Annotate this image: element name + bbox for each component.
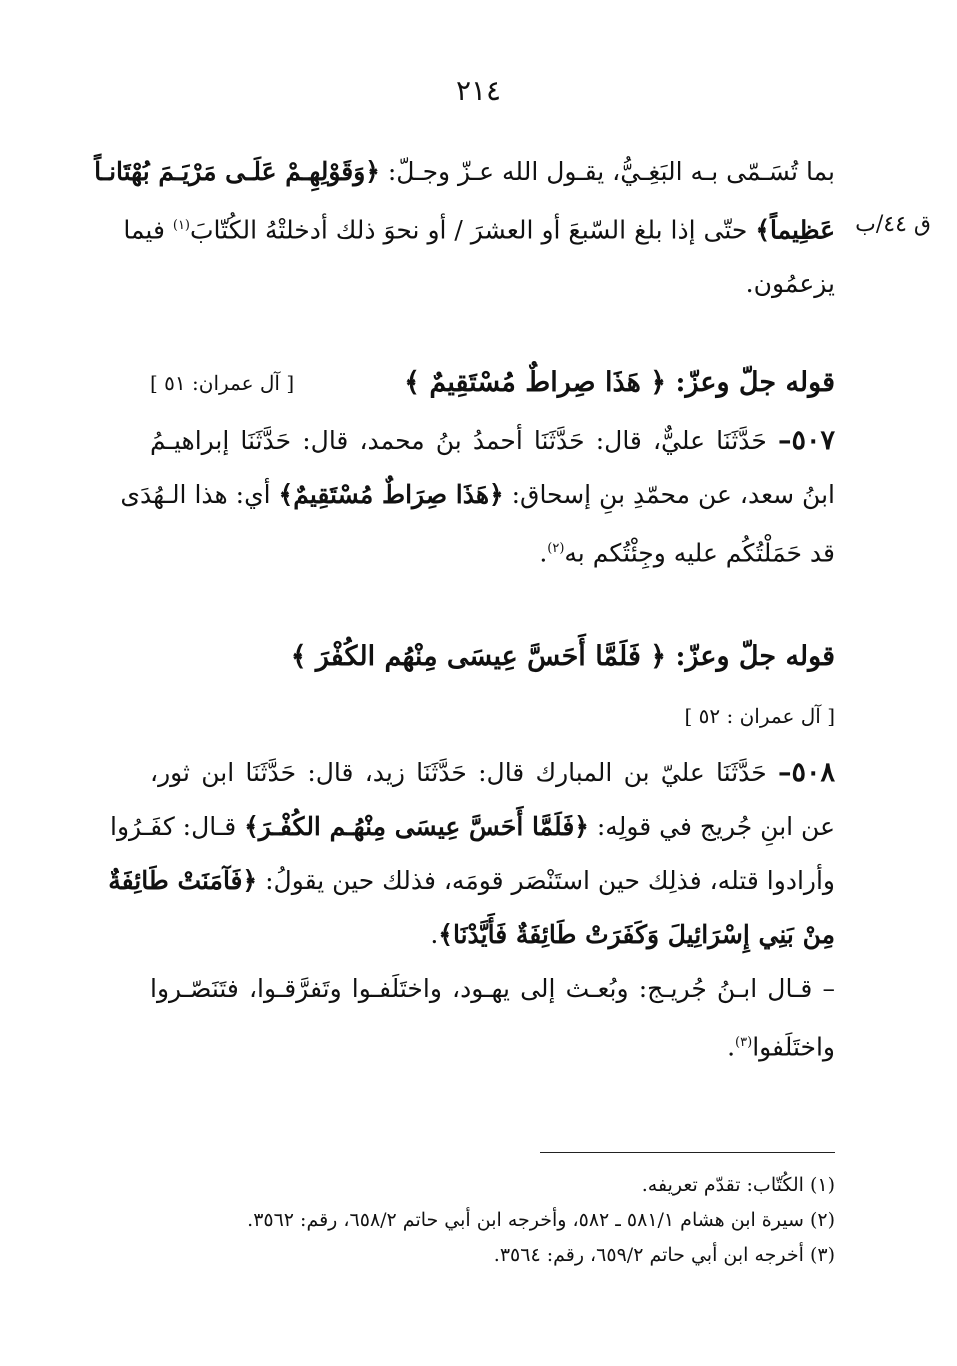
- section-2-header: [150, 630, 835, 684]
- quran-quote: ﴿هَذَا صِرَاطٌ مُسْتَقِيمٌ﴾: [278, 480, 504, 509]
- footnote-marker: (٣): [735, 1035, 753, 1050]
- quran-quote: ﴿فَآمَنَتْ طَائِفَةٌ: [108, 866, 258, 895]
- hadith-507-line-2: ابنُ سعد، عن محمّدِ بنِ إسحاق: ﴿هَذَا صِرَاطٌ مُسْتَقِيمٌ﴾ أي: هذا الـهُدَى: [120, 480, 835, 509]
- footnote-3: (٣) أخرجه ابن أبي حاتم ٦٥٩/٢، رقم: ٣٥٦٤.: [493, 1244, 835, 1266]
- hadith-number: ٥٠٨–: [777, 757, 835, 788]
- quran-quote: ﴿وَقَوْلِهِـمْ عَلَـى مَرْيَـمَ بُهْتَانـاً: [94, 157, 380, 186]
- hadith-508-line-2: عن ابنِ جُريج في قولِه: ﴿فَلَمَّا أَحَسَّ عِيسَى مِنْهُـم الكُفْـرَ﴾ قـال: كفَـرُوا: [110, 812, 835, 841]
- hadith-508-line-5: – قـال ابـنُ جُريـج: وبُعـث إلى يهـود، واختَلَفـوا وتَفرَّقـوا، فتَنَصّـروا: [150, 974, 835, 1003]
- hadith-507: [120, 414, 835, 580]
- quran-quote: عَظِيماً﴾: [755, 215, 835, 245]
- footnote-marker: (٢): [547, 541, 565, 556]
- hadith-508: [108, 746, 835, 1074]
- manuscript-folio-note: ق ٤٤/ب: [855, 212, 931, 237]
- hadith-508-line-4: مِنْ بَنِي إِسْرَائِيلَ وَكَفَرَتْ طَائِفَةٌ فَأَيَّدْنَا﴾.: [430, 920, 835, 949]
- section-2-ref-row: [150, 704, 835, 728]
- hadith-508-line-3: وأرادوا قتله، فذلِك حين استَنْصَر قومَه، فذلك حين يقولُ: ﴿فَآمَنَتْ طَائِفَةٌ: [108, 866, 835, 895]
- page-number: ٢١٤: [455, 74, 502, 107]
- hadith-number: ٥٠٧–: [777, 425, 835, 456]
- footnote-marker: (١): [172, 218, 190, 233]
- verse-reference: [ آل عمران: ٥١ ]: [150, 371, 295, 395]
- intro-line-3: يزعمُون.: [745, 269, 835, 299]
- section-heading: قوله جلّ وعزّ: ﴿ فَلَمَّا أَحَسَّ عِيسَى مِنْهُم الكُفْرَ ﴾: [290, 641, 835, 672]
- quran-quote: ﴿فَلَمَّا أَحَسَّ عِيسَى مِنْهُـم الكُفْـرَ﴾: [244, 812, 589, 841]
- intro-line-1: بما تُسَـمّى بـه البَغِـيُّ، يقـول الله عـزّ وجـلّ: ﴿وَقَوْلِهِـمْ عَلَـى مَرْيَـمَ بُهْتَانـاً: [94, 157, 835, 186]
- intro-line-2: عَظِيماً﴾ حتّى إذا بلغ السّبعَ أو العشرَ / أو نحوَ ذلك أدخلتْهُ الكُتّابَ$^{(١)}$ فيما: [123, 215, 835, 245]
- footnote-1: (١) الكُتّاب: تقدّم تعريفه.: [641, 1174, 835, 1196]
- hadith-507-line-1: ٥٠٧– حَدَّثَنَا عليٌّ، قال: حَدَّثَنَا أحمدُ بنُ محمد، قال: حَدَّثَنَا إبراهيـمُ: [150, 425, 835, 456]
- hadith-508-line-1: ٥٠٨– حَدَّثَنَا عليّ بن المبارك قال: حَدَّثَنَا زيد، قال: حَدَّثَنَا ابن ثور،: [150, 757, 835, 788]
- section-1-header: [150, 356, 835, 410]
- hadith-508-line-6: واختَلَفوا$^{(٣)}$.: [727, 1032, 835, 1062]
- quran-quote: مِنْ بَنِي إِسْرَائِيلَ وَكَفَرَتْ طَائِفَةٌ فَأَيَّدْنَا﴾: [438, 920, 835, 949]
- footnote-separator: [540, 1152, 835, 1153]
- intro-paragraph: [94, 145, 835, 311]
- hadith-507-line-3: قد حَمَلْتُكُم عليه وجِئْتُكم به$^{(٢)}$.: [539, 538, 835, 568]
- section-heading: قوله جلّ وعزّ: ﴿ هَذَا صِراطٌ مُسْتَقِيمٌ ﴾: [404, 367, 835, 398]
- verse-reference: [ آل عمران : ٥٢ ]: [684, 704, 835, 728]
- footnotes: [150, 1168, 835, 1273]
- footnote-2: (٢) سيرة ابن هشام ٥٨١/١ ـ ٥٨٢، وأخرجه ابن أبي حاتم ٦٥٨/٢، رقم: ٣٥٦٢.: [247, 1209, 835, 1231]
